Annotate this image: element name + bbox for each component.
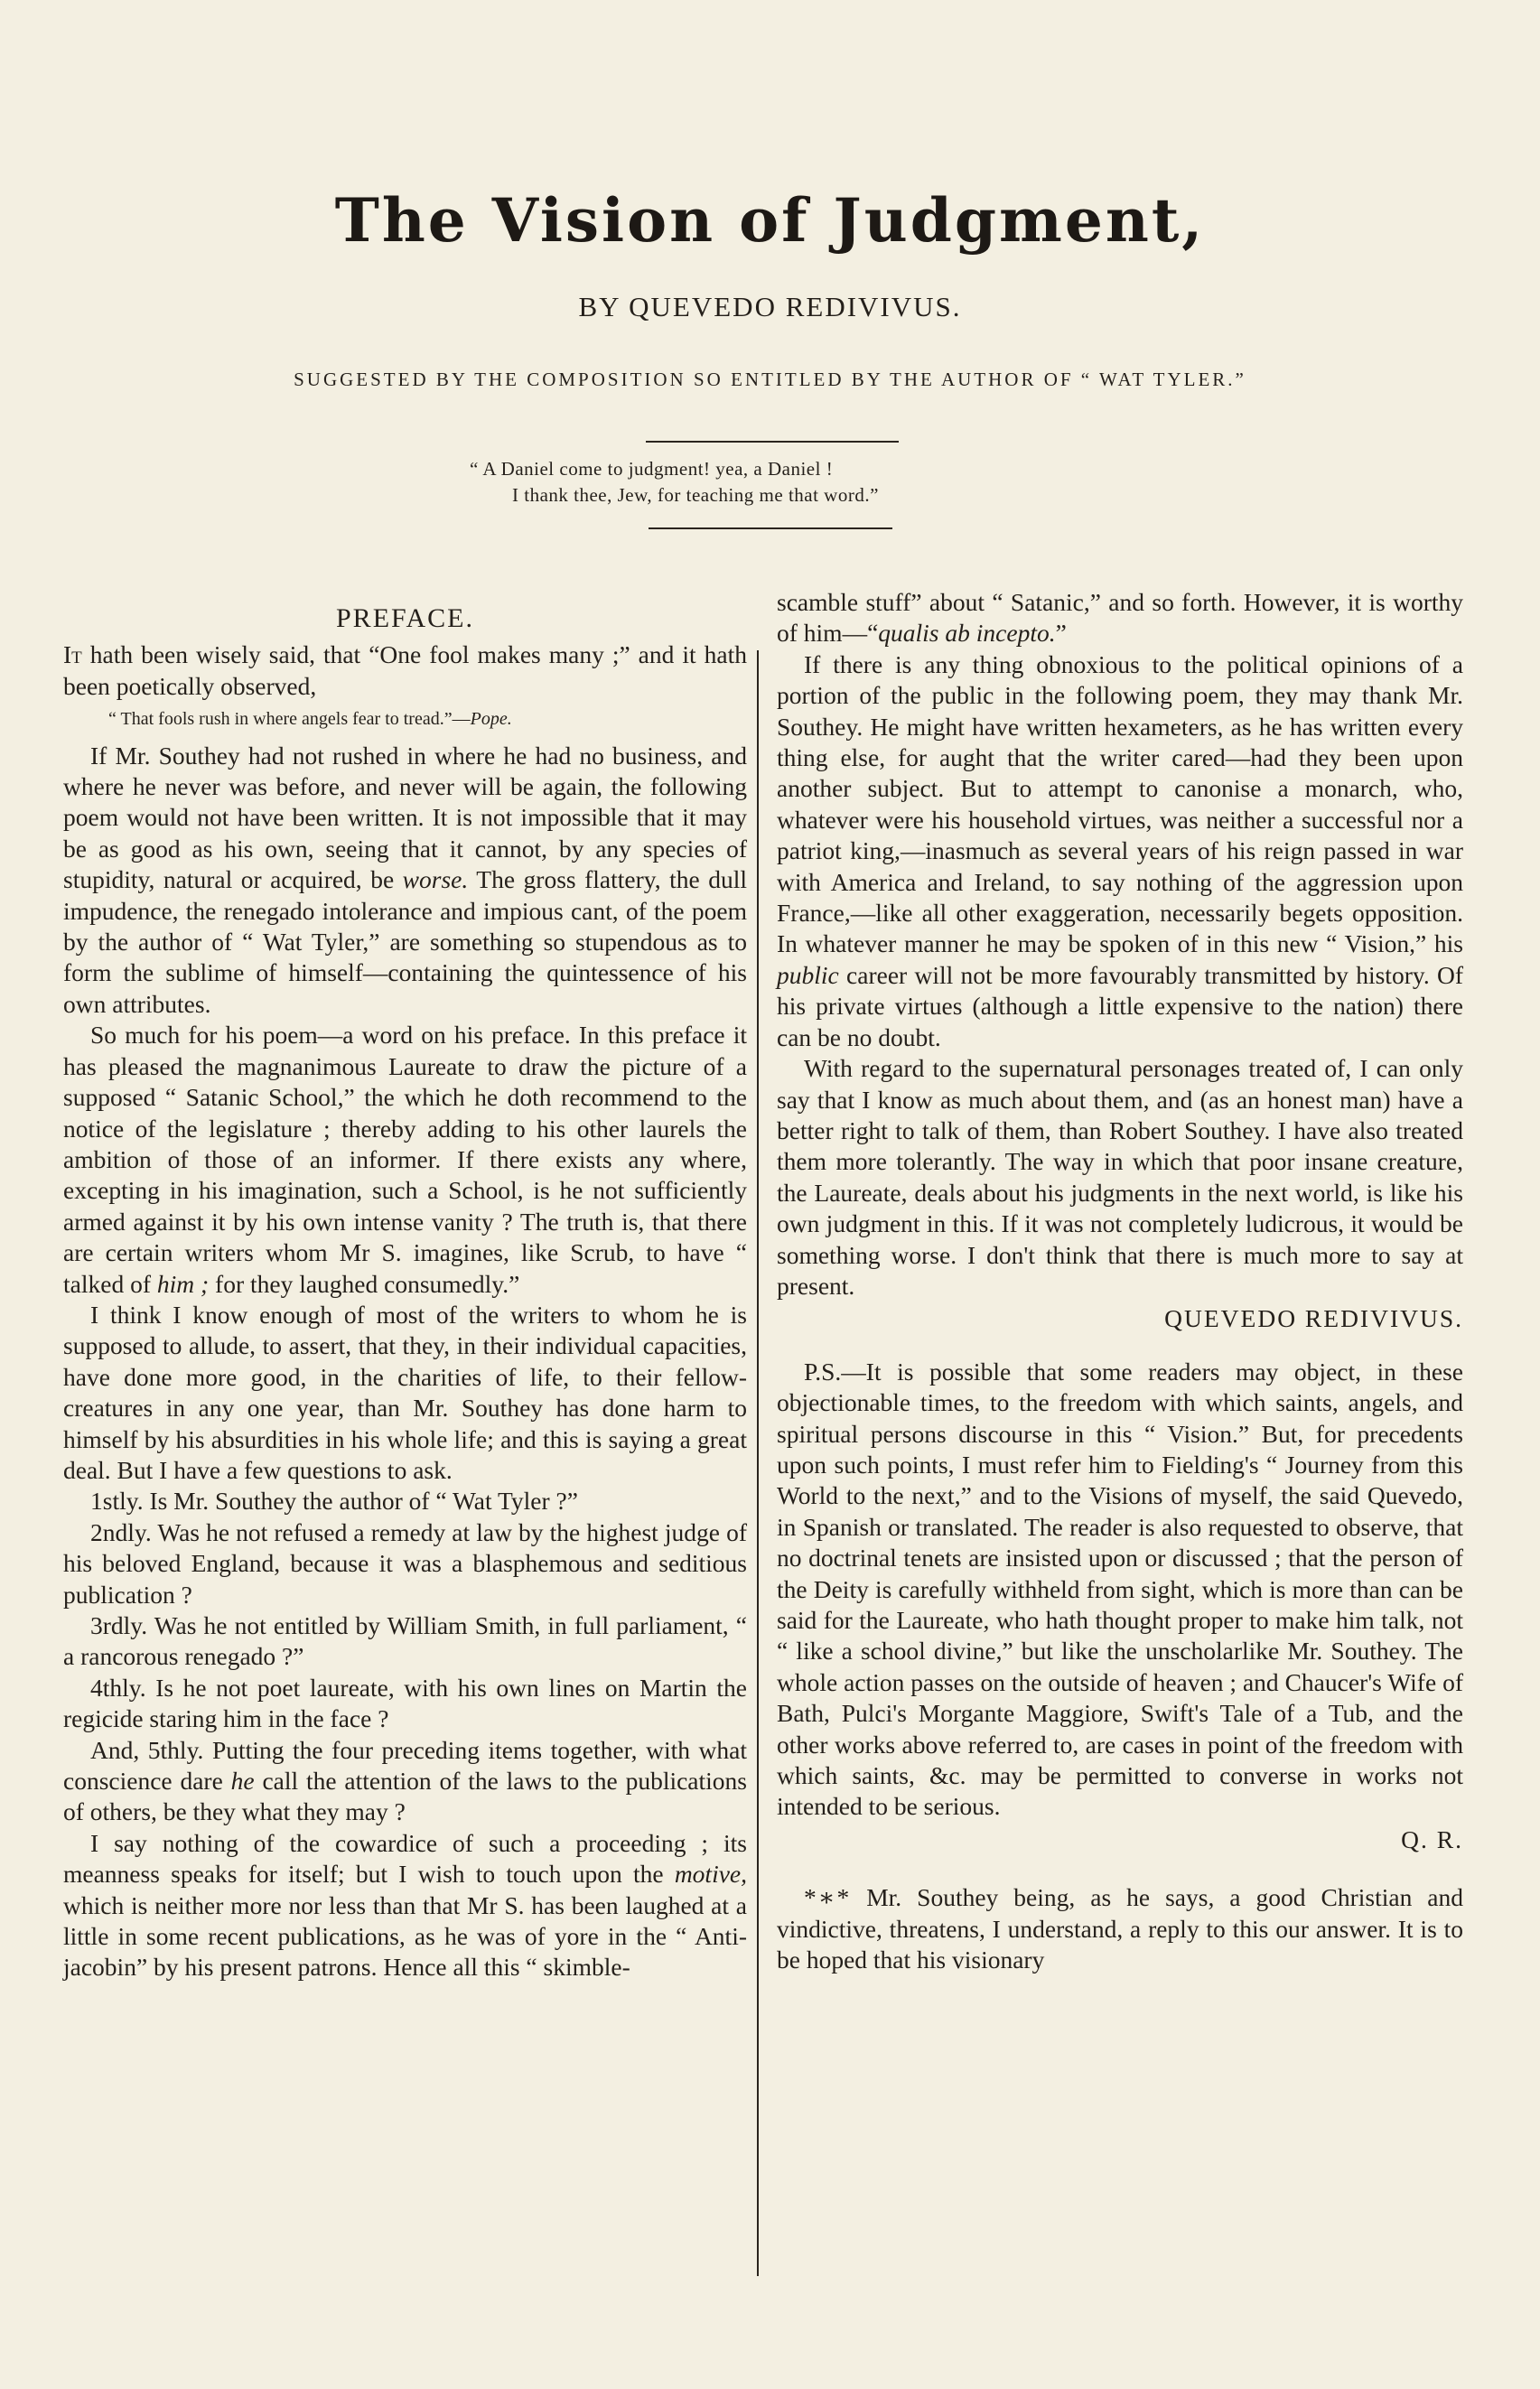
asterism: *∗* [804, 1883, 852, 1912]
quote-author: Pope. [470, 709, 512, 730]
paragraph-text: career will not be more favourably transmitted by history. Of his private virtues (although a little expensive to the nation) there can be no doubt. [777, 960, 1464, 1051]
byline: BY QUEVEDO REDIVIVUS. [578, 291, 962, 322]
paragraph-text: And, 5thly. Putting the four preceding items together, with what conscience dare [63, 1735, 747, 1796]
postscript: P.S.—It is possible that some readers may object, in these objectionable times, to the freedom with which saints, angels, and spiritual persons discourse in this “ Vision.” But, for precedents upon such points, I must refer him to Fielding's “ Journey from this World to the next,” and to the Visions of myself, the said Quevedo, in Spanish or translated. The reader is also requested to observe, that no doctrinal tenets are insisted upon or discussed ; that the person of the Deity is carefully withheld from sight, which is more than can be said for the Laureate, who hath thought proper to make him talk, not “ like a school divine,” but like the unscholarlike Mr. Southey. The whole action passes on the outside of heaven ; and Chaucer's Wife of Bath, Pulci's Morgante Maggiore, Swift's Tale of a Tub, and the other works above referred to, are cases in point of the freedom with which saints, &c. may be permitted to converse in works not intended to be serious. [777, 1357, 1463, 1821]
emphasis: he [230, 1767, 255, 1796]
preface-paragraph-1 [63, 639, 747, 702]
epigraph [470, 456, 1084, 509]
suggested-by-line: SUGGESTED BY THE COMPOSITION SO ENTITLED BY THE AUTHOR OF “ WAT TYLER.” [294, 369, 1246, 390]
drop-word: It [63, 640, 82, 669]
closing-note [777, 1882, 1463, 1975]
paragraph-text: Mr. Southey being, as he says, a good Christian and vindictive, threatens, I understand, a reply to this our answer. It is to be hoped that his visionary [777, 1883, 1464, 1974]
postscript-initials: Q. R. [1401, 1824, 1463, 1853]
emphasis: motive, [674, 1860, 747, 1889]
emphasis: him ; [156, 1269, 210, 1298]
emphasis: public [777, 960, 839, 989]
bottom-rule [649, 527, 892, 529]
question-1: 1stly. Is Mr. Southey the author of “ Wat Tyler ?” [90, 1487, 578, 1516]
emphasis: worse. [402, 865, 469, 894]
left-column [63, 596, 747, 1983]
question-2: 2ndly. Was he not refused a remedy at law by the highest judge of his beloved England, because it was a blasphemous and seditious publication ? [63, 1517, 747, 1609]
paragraph-text: for they laughed consumedly.” [215, 1269, 520, 1298]
continuation-paragraph [777, 587, 1463, 649]
preface-paragraph-2 [63, 741, 747, 1021]
right-paragraph-3: With regard to the supernatural personages treated of, I can only say that I know as much about them, and (as an honest man) have a better right to talk of them, than Robert Southey. I have also treated them more tolerantly. The way in which that poor insane creature, the Laureate, deals about his judgments in the next world, is like his own judgment in this. If it was not completely ludicrous, it would be something worse. I don't think that there is much more to say at present. [777, 1054, 1463, 1300]
signature: QUEVEDO REDIVIVUS. [1164, 1304, 1463, 1333]
paragraph-text: If there is any thing obnoxious to the political opinions of a portion of the public in the following poem, they may thank Mr. Southey. He might have written hexameters, as he has written every thing else, for aught that the writer cared—had they been upon another subject. But to attempt to canonise a monarch, who, whatever were his household virtues, was neither a successful nor a patriot king,—inasmuch as several years of his reign passed in war with America and Ireland, to say nothing of the aggression upon France,—like all other exaggeration, necessarily begets opposition. In whatever manner he may be spoken of in this new “ Vision,” his [777, 649, 1463, 958]
paragraph-text: The gross flattery, the dull impudence, the renegado intolerance and impious cant, of the poem by the author of “ Wat Tyler,” are something so stupendous as to form the sublime of himself—containing the quintessence of his own attributes. [63, 865, 747, 1018]
epigraph-line-2: I thank thee, Jew, for teaching me that word.” [512, 484, 879, 506]
page-title: The Vision of Judgment, [334, 185, 1206, 256]
emphasis: qualis ab incepto. [878, 619, 1056, 648]
paragraph-text: If Mr. Southey had not rushed in where he had no business, and where he never was before, and never will be again, the following poem would not have been written. It is not impossible that it may be as good as his own, seeing that it cannot, by any species of stupidity, natural or acquired, be [63, 741, 747, 894]
question-3: 3rdly. Was he not entitled by William Smith, in full parliament, “ a rancorous renegado ?” [63, 1611, 747, 1671]
paragraph-text: ” [1055, 619, 1067, 648]
preface-paragraph-3 [63, 1020, 747, 1300]
preface-heading: PREFACE. [336, 603, 474, 633]
question-5 [63, 1735, 747, 1828]
paragraph-text: So much for his poem—a word on his preface. In this preface it has pleased the magnanimous Laureate to draw the picture of a supposed “ Satanic School,” the which he doth recommend to the notice of the legislature ; thereby adding to his other laurels the ambition of those of an informer. If there exists any where, excepting in his imagination, such a School, is he not sufficiently armed against it by his own intense vanity ? The truth is, that there are certain writers whom Mr S. imagines, like Scrub, to have “ talked of [63, 1021, 747, 1298]
quote-text: “ That fools rush in where angels fear to tread.”— [108, 709, 471, 730]
right-paragraph-2 [777, 649, 1463, 1053]
epigraph-line-1: “ A Daniel come to judgment! yea, a Daniel ! [470, 458, 834, 480]
pope-quote [63, 704, 747, 734]
preface-paragraph-4: I think I know enough of most of the writers to whom he is supposed to allude, to assert, that they, in their individual capacities, have done more good, in the charities of life, to their fellow-creatures in any one year, than Mr. Southey has done harm to himself by his absurdities in his whole life; and this is saying a great deal. But I have a few questions to ask. [63, 1300, 747, 1484]
paragraph-text: call the attention of the laws to the publications of others, be they what they may ? [63, 1767, 747, 1826]
paragraph-text: I say nothing of the cowardice of such a proceeding ; its meanness speaks for itself; but I wish to touch upon the [63, 1828, 747, 1889]
preface-paragraph-5 [63, 1828, 747, 1983]
paragraph-text: which is neither more nor less than that Mr S. has been laughed at a little in some recent publications, as he was of yore in the “ Anti-jacobin” by his present patrons. Hence all this “ skimble- [63, 1890, 747, 1982]
question-4: 4thly. Is he not poet laureate, with his own lines on Martin the regicide staring him in the face ? [63, 1673, 747, 1733]
column-divider [757, 650, 759, 2276]
paragraph-text: hath been wisely said, that “One fool makes many ;” and it hath been poetically observed, [63, 640, 747, 700]
top-rule [646, 441, 899, 443]
right-column [777, 587, 1463, 1975]
paragraph-text: scamble stuff” about “ Satanic,” and so forth. However, it is worthy of him—“ [777, 588, 1463, 648]
